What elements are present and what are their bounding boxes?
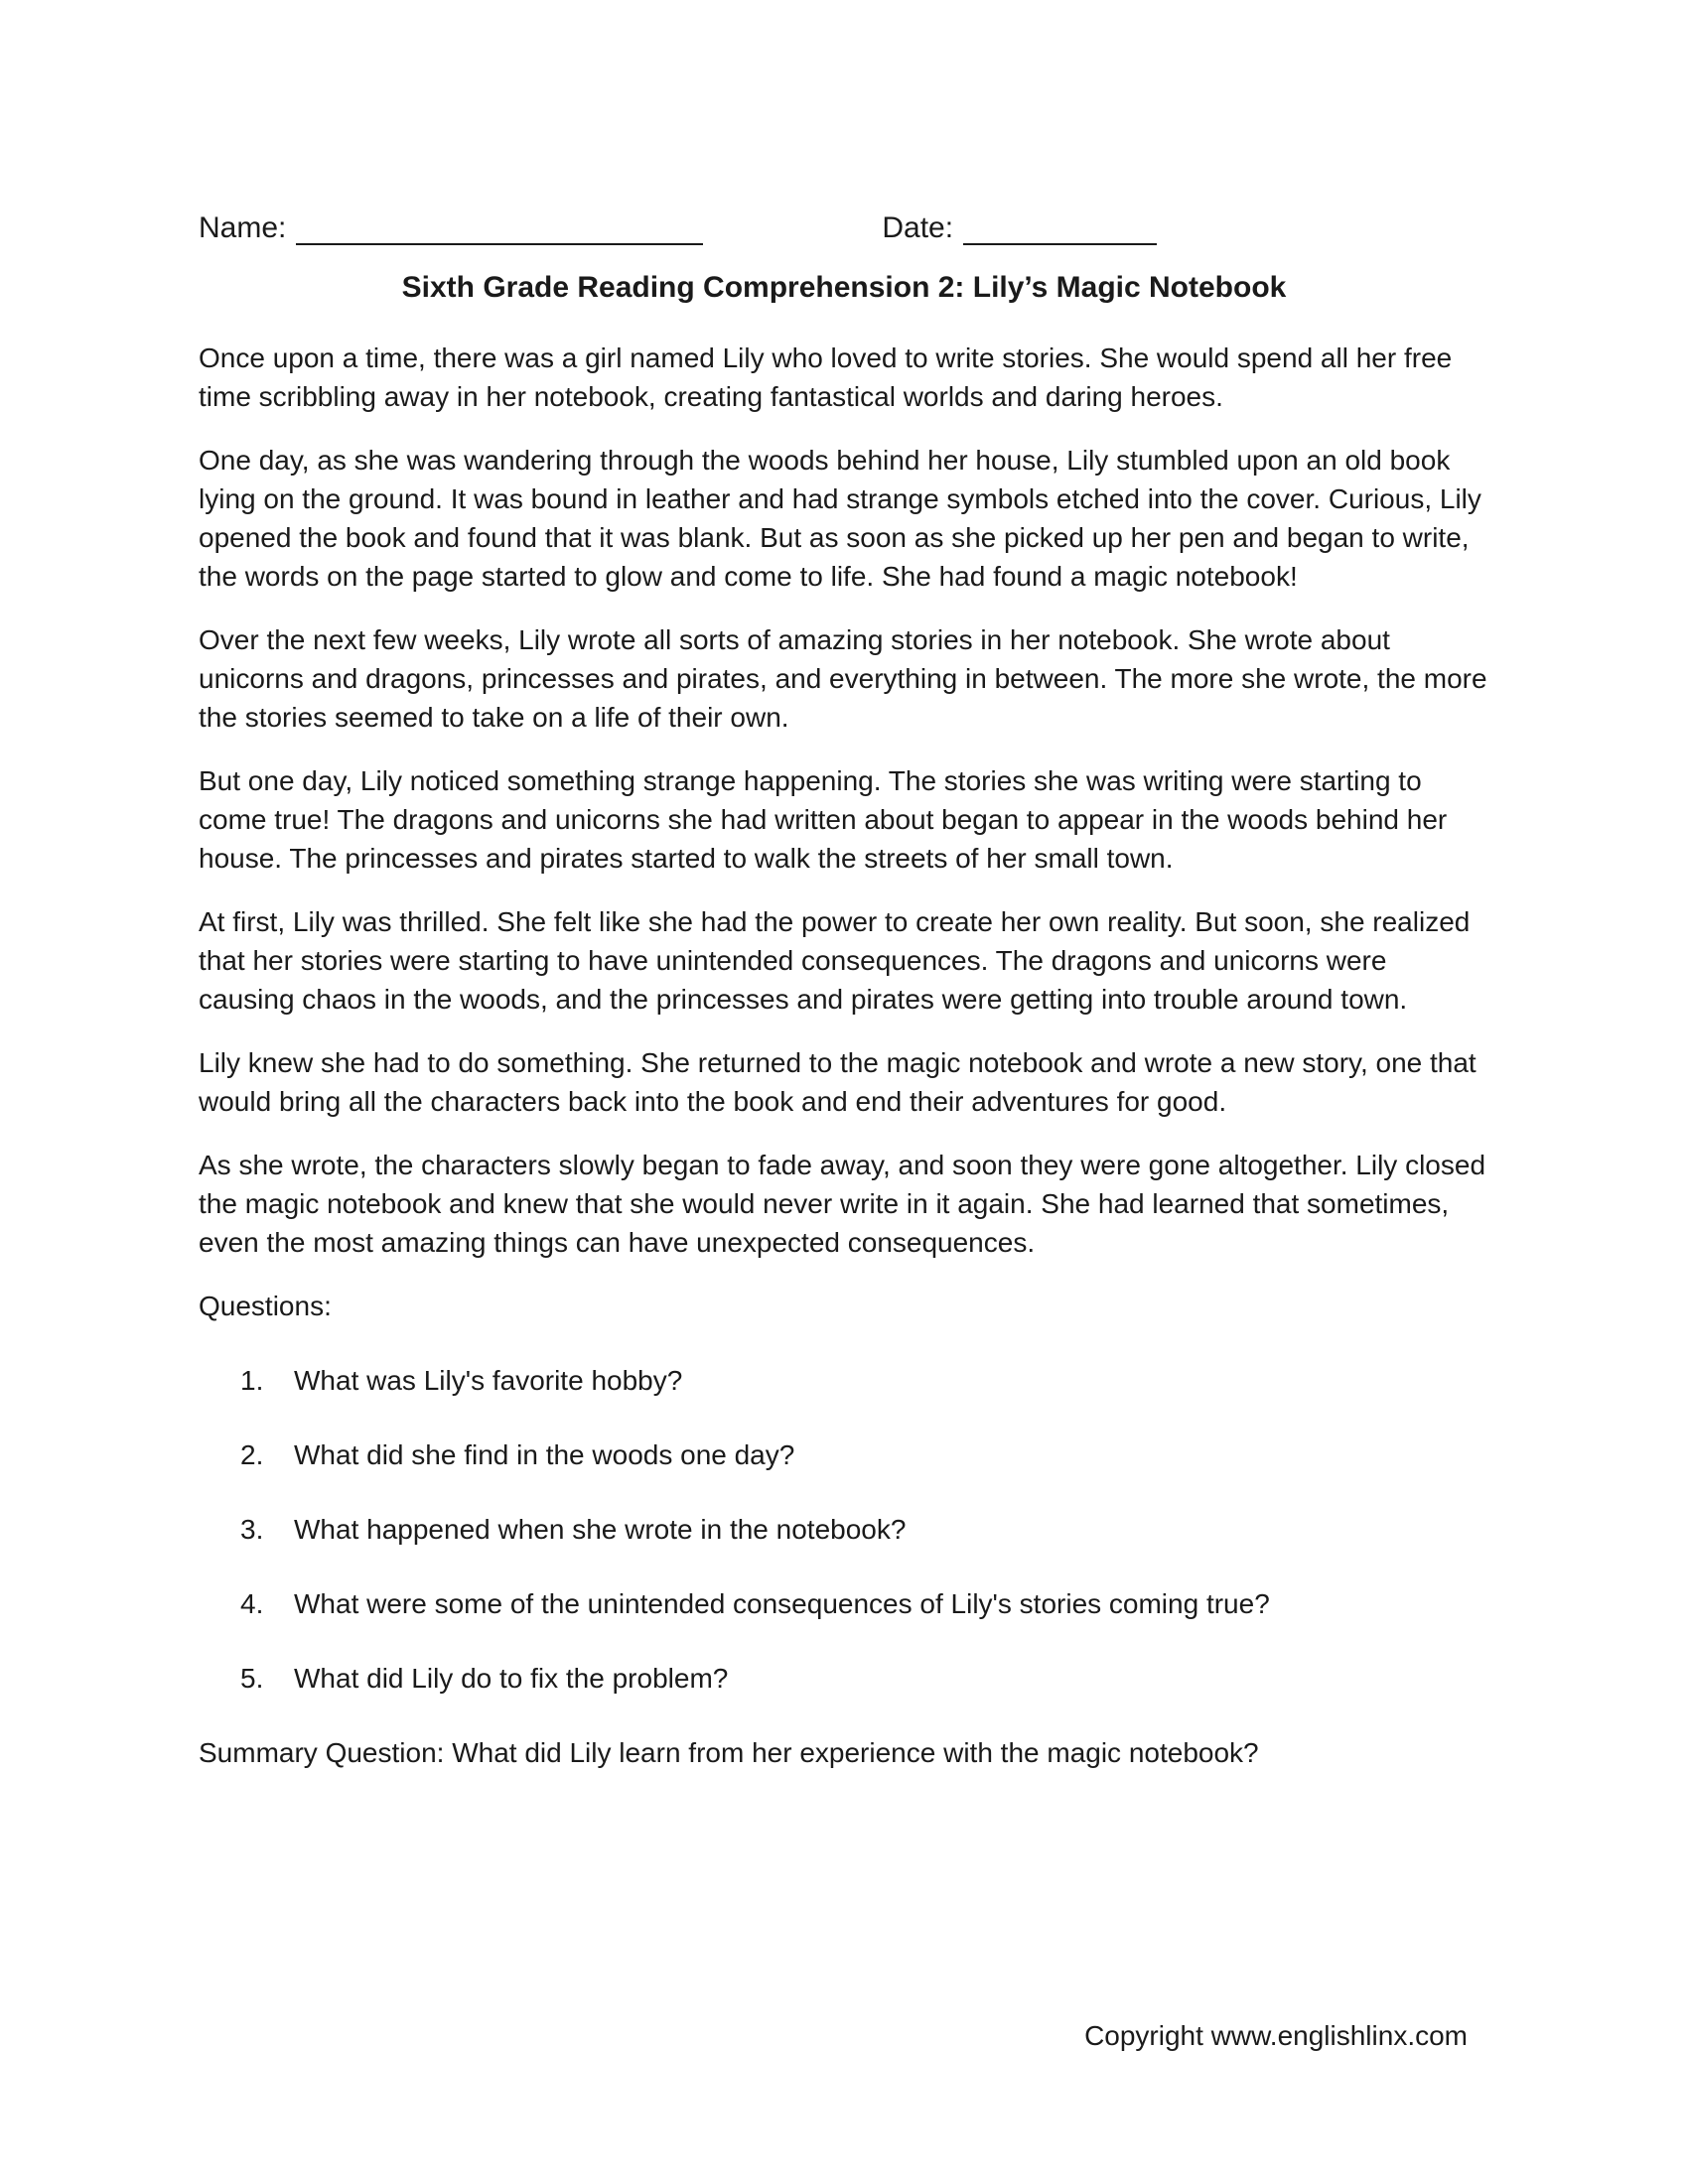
name-date-row (199, 204, 1489, 245)
story-paragraph-7: As she wrote, the characters slowly began to fade away, and soon they were gone altogether. Lily closed the magic notebook and knew that she would never write in it again. She had learned that sometimes, even the most amazing things can have unexpected consequences. (199, 1150, 1486, 1258)
worksheet-page (199, 204, 1489, 1772)
date-blank-line (963, 209, 1157, 245)
question-item-4 (199, 1584, 1489, 1623)
date-label: Date: (882, 211, 954, 244)
question-text: What did Lily do to fix the problem? (294, 1663, 729, 1694)
story-paragraph-6: Lily knew she had to do something. She returned to the magic notebook and wrote a new story, one that would bring all the characters back into the book and end their adventures for good. (199, 1047, 1477, 1117)
question-number: 2. (240, 1439, 264, 1470)
date-field-group (882, 209, 1157, 245)
copyright-text: Copyright www.englishlinx.com (1084, 2020, 1468, 2051)
question-item-5 (199, 1659, 1489, 1698)
story-paragraph-4: But one day, Lily noticed something strange happening. The stories she was writing were starting to come true! The dragons and unicorns she had written about began to appear in the woods behind her house. The princesses and pirates started to walk the streets of her small town. (199, 765, 1448, 874)
questions-label: Questions: (199, 1291, 332, 1321)
question-text: What did she find in the woods one day? (294, 1439, 795, 1470)
question-number: 3. (240, 1514, 264, 1545)
question-text: What was Lily's favorite hobby? (294, 1365, 683, 1396)
question-text: What happened when she wrote in the notebook? (294, 1514, 907, 1545)
story-paragraph-1: Once upon a time, there was a girl named Lily who loved to write stories. She would spend all her free time scribbling away in her notebook, creating fantastical worlds and daring heroes. (199, 342, 1453, 412)
question-text: What were some of the unintended consequences of Lily's stories coming true? (294, 1588, 1270, 1619)
story-paragraph-2: One day, as she was wandering through the woods behind her house, Lily stumbled upon an old book lying on the ground. It was bound in leather and had strange symbols etched into the cover. Curious, Lily opened the book and found that it was blank. But as soon as she picked up her pen and began to write, the words on the page started to glow and come to life. She had found a magic notebook! (199, 445, 1481, 592)
question-number: 1. (240, 1365, 264, 1396)
question-number: 4. (240, 1588, 264, 1619)
name-blank-line (296, 209, 703, 245)
story-paragraph-3: Over the next few weeks, Lily wrote all sorts of amazing stories in her notebook. She wrote about unicorns and dragons, princesses and pirates, and everything in between. The more she wrote, the more the stories seemed to take on a life of their own. (199, 624, 1487, 733)
summary-question: Summary Question: What did Lily learn from her experience with the magic notebook? (199, 1737, 1259, 1768)
name-field-group (199, 209, 703, 245)
question-item-2 (199, 1435, 1489, 1474)
worksheet-title: Sixth Grade Reading Comprehension 2: Lily’s Magic Notebook (401, 271, 1287, 304)
story-paragraph-5: At first, Lily was thrilled. She felt like she had the power to create her own reality. But soon, she realized that her stories were starting to have unintended consequences. The dragons and unicorns were causing chaos in the woods, and the princesses and pirates were getting into trouble around town. (199, 906, 1471, 1015)
question-item-1 (199, 1361, 1489, 1400)
name-label: Name: (199, 211, 287, 244)
question-item-3 (199, 1510, 1489, 1549)
question-number: 5. (240, 1663, 264, 1694)
